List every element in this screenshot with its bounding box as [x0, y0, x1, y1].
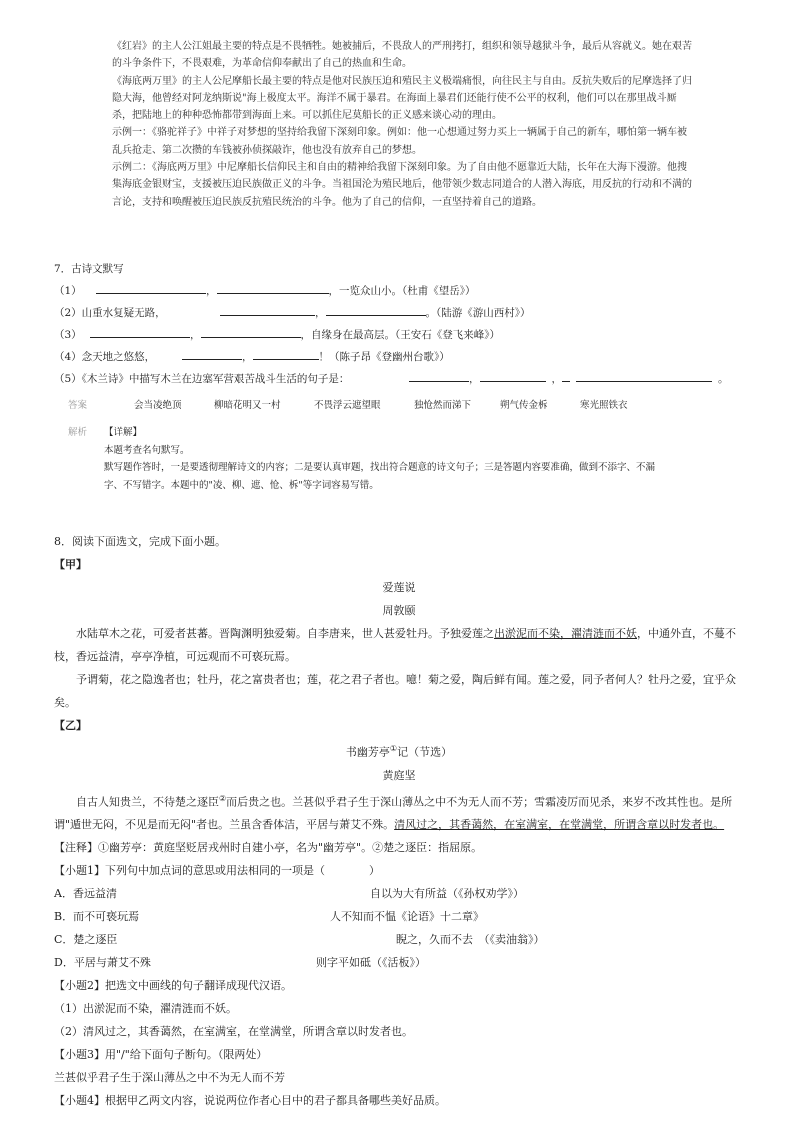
option-c[interactable]	[54, 928, 744, 951]
passage-line: 的斗争条件下，不畏艰难，为革命信仰奉献出了自己的热血和生命。	[112, 58, 412, 70]
comma: ，	[315, 307, 326, 319]
q7-title: 7．古诗文默写	[54, 263, 124, 275]
explain-label: 解析	[68, 427, 88, 438]
subq-4: 【小题4】根据甲乙两文内容，说说两位作者心目中的君子都具备哪些美好品质。	[54, 1094, 446, 1108]
blank-line[interactable]	[90, 324, 190, 338]
question-8	[54, 530, 744, 1112]
underlined-sentence: 清风过之，其香蔼然，在室满室，在堂满堂，所谓含章以时发者也。	[394, 818, 725, 832]
option-right: 则字平如砥（《活板》）	[316, 956, 426, 970]
q8-title: 8．阅读下面选文，完成下面小题。	[54, 535, 226, 548]
option-left: D．平居与萧艾不殊	[54, 956, 151, 970]
question-7	[54, 258, 754, 390]
option-d[interactable]	[54, 951, 744, 974]
comma: ，	[242, 351, 253, 363]
subq-1: 【小题1】下列句中加点词的意思或用法相同的一项是（ ）	[54, 864, 380, 878]
q7-r1-num: （1）	[54, 285, 82, 297]
blank-line[interactable]	[201, 324, 301, 338]
top-passage	[112, 38, 737, 211]
text: 而后贵之也。兰甚似乎君子生于深山薄丛之中不为无人而不芳；雪霜凌厉而见杀，来岁不改其性也。是所谓"遁世无闷，不见是而无闷"者也。兰虽含香体洁，平居与萧艾不殊。	[54, 795, 733, 832]
passage-line: 《海底两万里》的主人公尼摩船长最主要的特点是他对民族压迫和殖民主义极端痛恨，向往民主与自由。反抗失败后的尼摩选择了归	[112, 75, 692, 87]
q7-row-5	[54, 368, 754, 390]
q7-row-2	[54, 302, 754, 324]
passage-line: 示例一：《骆驼祥子》中祥子对梦想的坚持给我留下深刻印象。例如：他一心想通过努力买上一辆属于自己的新车，哪怕第一辆车被	[112, 127, 687, 139]
note-mark: ②	[219, 793, 227, 803]
q7-r5-text: （5）《木兰诗》中描写木兰在边塞军营艰苦战斗生活的句子是：	[54, 373, 350, 385]
q7-r3-tail: ，自缘身在最高层。（王安石《登飞来峰》）	[300, 329, 500, 341]
option-a[interactable]	[54, 882, 744, 905]
blank-line[interactable]	[253, 346, 319, 360]
q7-r3-num: （3）	[54, 329, 82, 341]
text: 自古人知贵兰，不待楚之逐臣	[76, 795, 219, 809]
blank-line[interactable]	[182, 346, 242, 360]
q7-r2-tail: 。（陆游《游山西村》）	[425, 307, 531, 319]
q7-r1-text: ，一览众山小。（杜甫《望岳》）	[328, 285, 476, 297]
subq-3: 【小题3】用"/"给下面句子断句。（限两处）	[54, 1048, 268, 1062]
blank-line[interactable]	[217, 280, 329, 294]
q7-row-1	[54, 280, 754, 302]
answer-item: 独怆然而涕下	[414, 400, 472, 411]
answer-item: 柳暗花明又一村	[214, 400, 281, 411]
option-right: 自以为大有所益（《孙权劝学》）	[370, 887, 524, 901]
subq-2: 【小题2】把选文中画线的句子翻译成现代汉语。	[54, 979, 292, 993]
q7-row-4	[54, 346, 754, 368]
comma: ，	[206, 285, 217, 297]
blank-line[interactable]	[96, 280, 206, 294]
explain-line: 字、不写错字。本题中的"凌、柳、遮、怆、柝"等字词容易写错。	[104, 479, 379, 491]
note: 【注释】①幽芳亭：黄庭坚贬居戎州时自建小亭，名为"幽芳亭"。②楚之逐臣：指屈原。	[54, 841, 483, 855]
section-yi: 【乙】	[54, 719, 87, 732]
option-left: C．楚之逐臣	[54, 933, 118, 947]
blank-line[interactable]	[562, 368, 570, 382]
yi-author: 黄庭坚	[382, 768, 416, 782]
jia-author: 周敦颐	[382, 604, 416, 617]
passage-line: 《红岩》的主人公江姐最主要的特点是不畏牺牲。她被捕后，不畏敌人的严刑拷打，组织和领导越狱斗争，最后从容就义。她在艰苦	[112, 41, 692, 52]
passage-line: 集海底金银财宝，支援被压迫民族做正义的斗争。当祖国沦为殖民地后，他带领少数志同道合的人潜入海底，用反抗的行动和不满的	[112, 179, 692, 191]
answer-label: 答案	[68, 400, 88, 411]
note-mark: ①	[389, 744, 398, 753]
option-right: 人不知而不愠《论语》十二章》	[330, 910, 484, 924]
underlined-sentence: 出淤泥而不染，濯清涟而不妖	[494, 627, 637, 640]
option-left: A．香远益清	[54, 887, 117, 901]
jia-paragraph-1	[54, 622, 744, 668]
text: ，中通外直，不蔓不枝，香远益清，亭亭净植，可远观而不可亵玩焉。	[54, 627, 736, 663]
blank-line[interactable]	[576, 368, 712, 382]
q7-r4-text: （4）念天地之悠悠，	[54, 351, 156, 363]
explain-line: 默写题作答时，一是要透彻理解诗文的内容；二是要认真审题，找出符合题意的诗文句子；三是答题内容要准确，做到不添字、不漏	[104, 462, 656, 473]
passage-line: 杀，把陆地上的种种恐怖都带到海面上来。可以抓住尼莫船长的正义感来谈心动的理由。	[112, 110, 502, 122]
jia-paragraph-2: 予谓菊，花之隐逸者也；牡丹，花之富贵者也；莲，花之君子者也。噫！菊之爱，陶后鲜有闻。莲之爱，同予者何人？牡丹之爱，宜乎众矣。	[54, 673, 736, 709]
passage-line: 隐大海，他曾经对阿龙纳斯说"海上极度太平。海洋不属于暴君。在海面上暴君们还能行使不公平的权利，他们可以在那里战斗厮	[112, 92, 677, 104]
q7-row-3	[54, 324, 754, 346]
comma: ，	[190, 329, 201, 341]
blank-line[interactable]	[220, 302, 315, 316]
text: 记（节选）	[397, 745, 453, 759]
jia-title: 爱莲说	[382, 581, 416, 594]
answer-item: 会当凌绝顶	[134, 400, 182, 411]
subq-2-item: （2）清风过之，其香蔼然，在室满室，在堂满堂，所谓含章以时发者也。	[54, 1025, 413, 1039]
q7-r4-tail: ！（陈子昂《登幽州台歌》）	[318, 351, 450, 363]
blank-line[interactable]	[409, 368, 469, 382]
answer-item: 不畏浮云遮望眼	[314, 400, 381, 411]
text: 水陆草木之花，可爱者甚蕃。晋陶渊明独爱菊。自李唐来，世人甚爱牡丹。予独爱莲之	[76, 627, 494, 640]
subq-3-text: 兰甚似乎君子生于深山薄丛之中不为无人而不芳	[54, 1071, 285, 1085]
text: 书幽芳亭	[345, 745, 390, 759]
subq-2-item: （1）出淤泥而不染，濯清涟而不妖。	[54, 1002, 237, 1016]
yi-title	[54, 737, 744, 764]
option-right: 睨之，久而不去 （《卖油翁》）	[396, 933, 545, 947]
period: 。	[718, 373, 729, 385]
section-jia: 【甲】	[54, 558, 87, 571]
blank-line[interactable]	[480, 368, 546, 382]
passage-line: 乱兵抢走、第二次攒的车钱被孙侦探敲诈，他也没有放弃自己的梦想。	[112, 144, 422, 156]
explain-line: 本题考查名句默写。	[104, 444, 190, 456]
answer-item: 寒光照铁衣	[580, 400, 628, 411]
option-b[interactable]	[54, 905, 744, 928]
passage-line: 言论，支持和唤醒被压迫民族反抗殖民统治的斗争。他为了自己的信仰，一直坚持着自己的道路。	[112, 196, 542, 208]
option-left: B．而不可亵玩焉	[54, 910, 140, 924]
comma: ，	[469, 373, 480, 385]
yi-paragraph	[54, 787, 744, 837]
comma: ，	[551, 373, 562, 385]
blank-line[interactable]	[326, 302, 426, 316]
q7-r2-text: （2）山重水复疑无路，	[54, 307, 166, 319]
passage-line: 示例二：《海底两万里》中尼摩船长信仰民主和自由的精神给我留下深刻印象。为了自由他不愿靠近大陆，长年在大海下漫游。他搜	[112, 162, 687, 174]
explain-head: 【详解】	[104, 427, 143, 438]
answer-item: 朔气传金柝	[500, 400, 548, 411]
